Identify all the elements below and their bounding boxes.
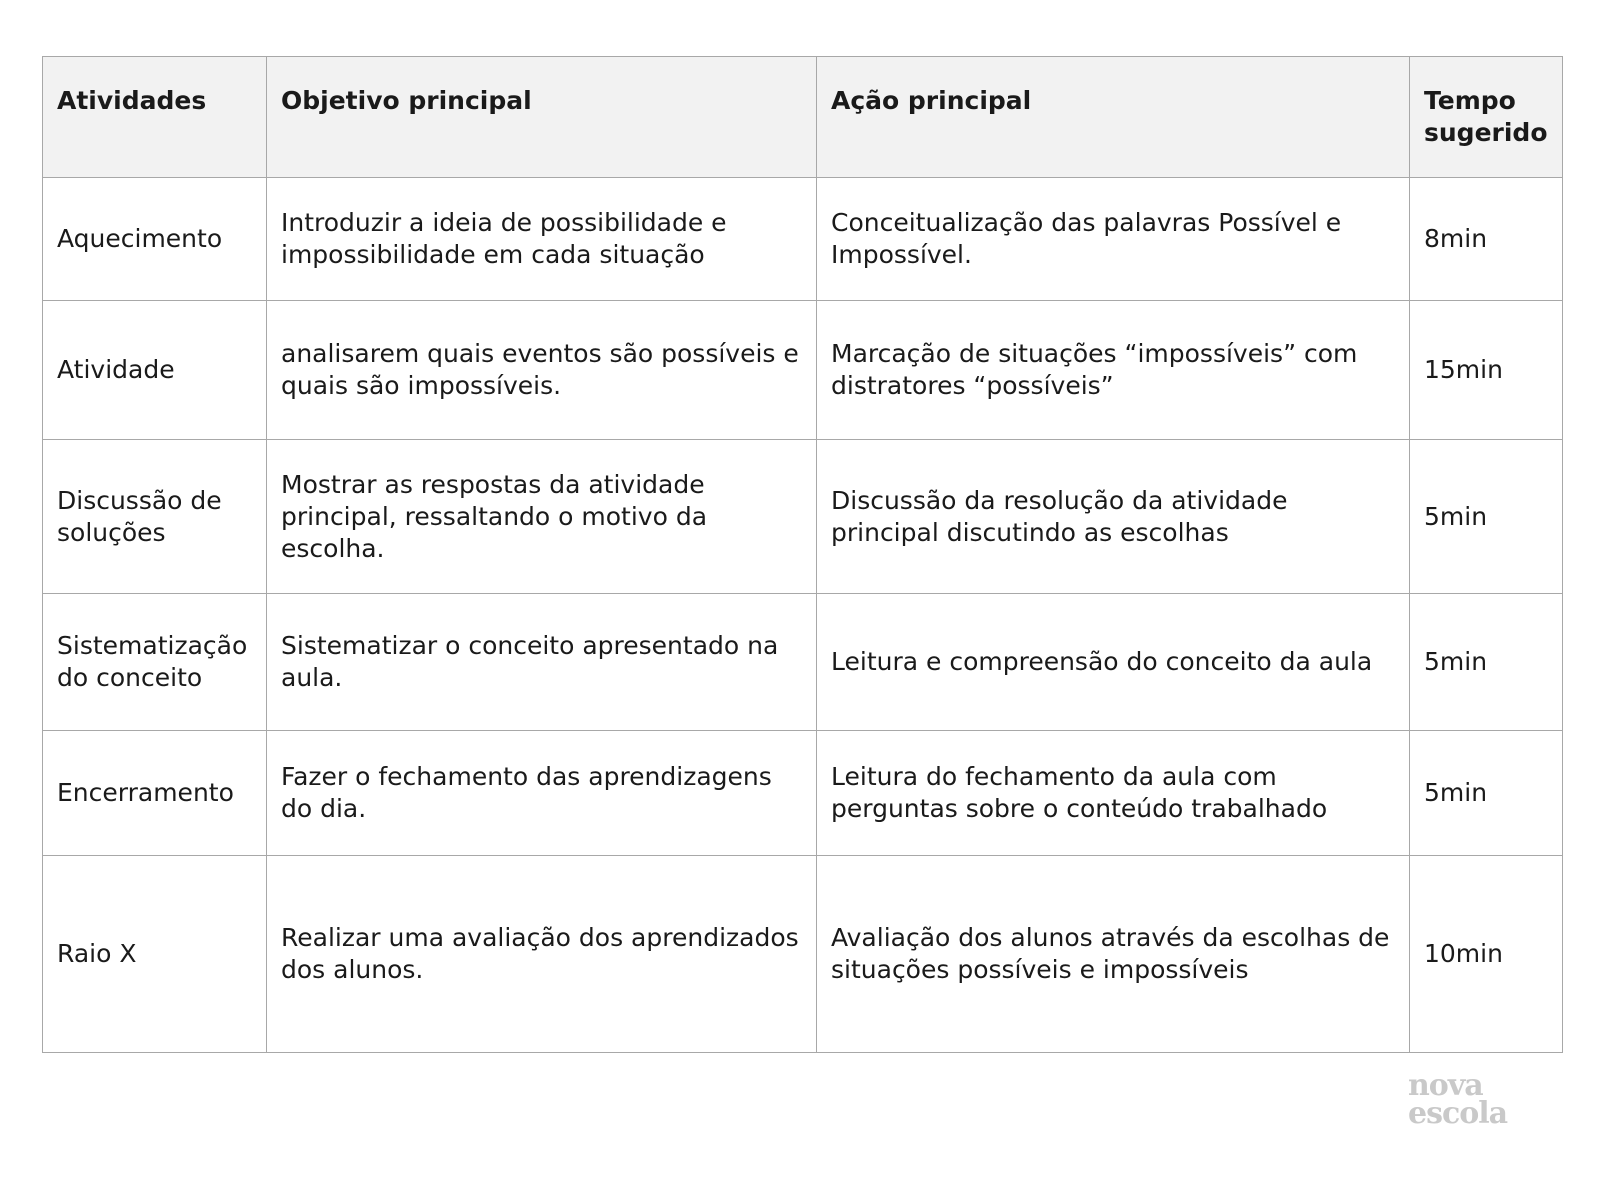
cell-atividade: Discussão de soluções bbox=[43, 440, 267, 594]
cell-atividade: Sistematização do conceito bbox=[43, 594, 267, 731]
table-row bbox=[43, 440, 1563, 594]
logo-line-escola: escola bbox=[1408, 1096, 1508, 1131]
table-body bbox=[43, 178, 1563, 1053]
table-header bbox=[43, 57, 1563, 178]
nova-escola-logo bbox=[1408, 1068, 1538, 1131]
table-row bbox=[43, 856, 1563, 1053]
cell-objetivo: Mostrar as respostas da atividade principal, ressaltando o motivo da escolha. bbox=[267, 440, 817, 594]
cell-tempo: 10min bbox=[1410, 856, 1563, 1053]
cell-objetivo: Realizar uma avaliação dos aprendizados dos alunos. bbox=[267, 856, 817, 1053]
cell-objetivo: analisarem quais eventos são possíveis e quais são impossíveis. bbox=[267, 301, 817, 440]
header-acao: Ação principal bbox=[817, 57, 1410, 178]
table-row bbox=[43, 594, 1563, 731]
table-row bbox=[43, 301, 1563, 440]
header-atividades: Atividades bbox=[43, 57, 267, 178]
cell-tempo: 5min bbox=[1410, 440, 1563, 594]
cell-tempo: 5min bbox=[1410, 594, 1563, 731]
cell-atividade: Atividade bbox=[43, 301, 267, 440]
cell-acao: Conceitualização das palavras Possível e Impossível. bbox=[817, 178, 1410, 301]
header-tempo: Tempo sugerido bbox=[1410, 57, 1563, 178]
cell-objetivo: Fazer o fechamento das aprendizagens do dia. bbox=[267, 731, 817, 856]
cell-objetivo: Introduzir a ideia de possibilidade e impossibilidade em cada situação bbox=[267, 178, 817, 301]
cell-objetivo: Sistematizar o conceito apresentado na aula. bbox=[267, 594, 817, 731]
cell-acao: Avaliação dos alunos através da escolhas de situações possíveis e impossíveis bbox=[817, 856, 1410, 1053]
table-row bbox=[43, 178, 1563, 301]
table-row bbox=[43, 731, 1563, 856]
cell-acao: Discussão da resolução da atividade principal discutindo as escolhas bbox=[817, 440, 1410, 594]
logo-line-nova: nova bbox=[1408, 1068, 1483, 1103]
cell-atividade: Aquecimento bbox=[43, 178, 267, 301]
cell-atividade: Encerramento bbox=[43, 731, 267, 856]
cell-tempo: 5min bbox=[1410, 731, 1563, 856]
cell-tempo: 8min bbox=[1410, 178, 1563, 301]
cell-atividade: Raio X bbox=[43, 856, 267, 1053]
cell-acao: Leitura do fechamento da aula com perguntas sobre o conteúdo trabalhado bbox=[817, 731, 1410, 856]
cell-acao: Leitura e compreensão do conceito da aula bbox=[817, 594, 1410, 731]
header-row bbox=[43, 57, 1563, 178]
lesson-plan-table bbox=[42, 56, 1563, 1053]
cell-tempo: 15min bbox=[1410, 301, 1563, 440]
header-objetivo: Objetivo principal bbox=[267, 57, 817, 178]
cell-acao: Marcação de situações “impossíveis” com distratores “possíveis” bbox=[817, 301, 1410, 440]
